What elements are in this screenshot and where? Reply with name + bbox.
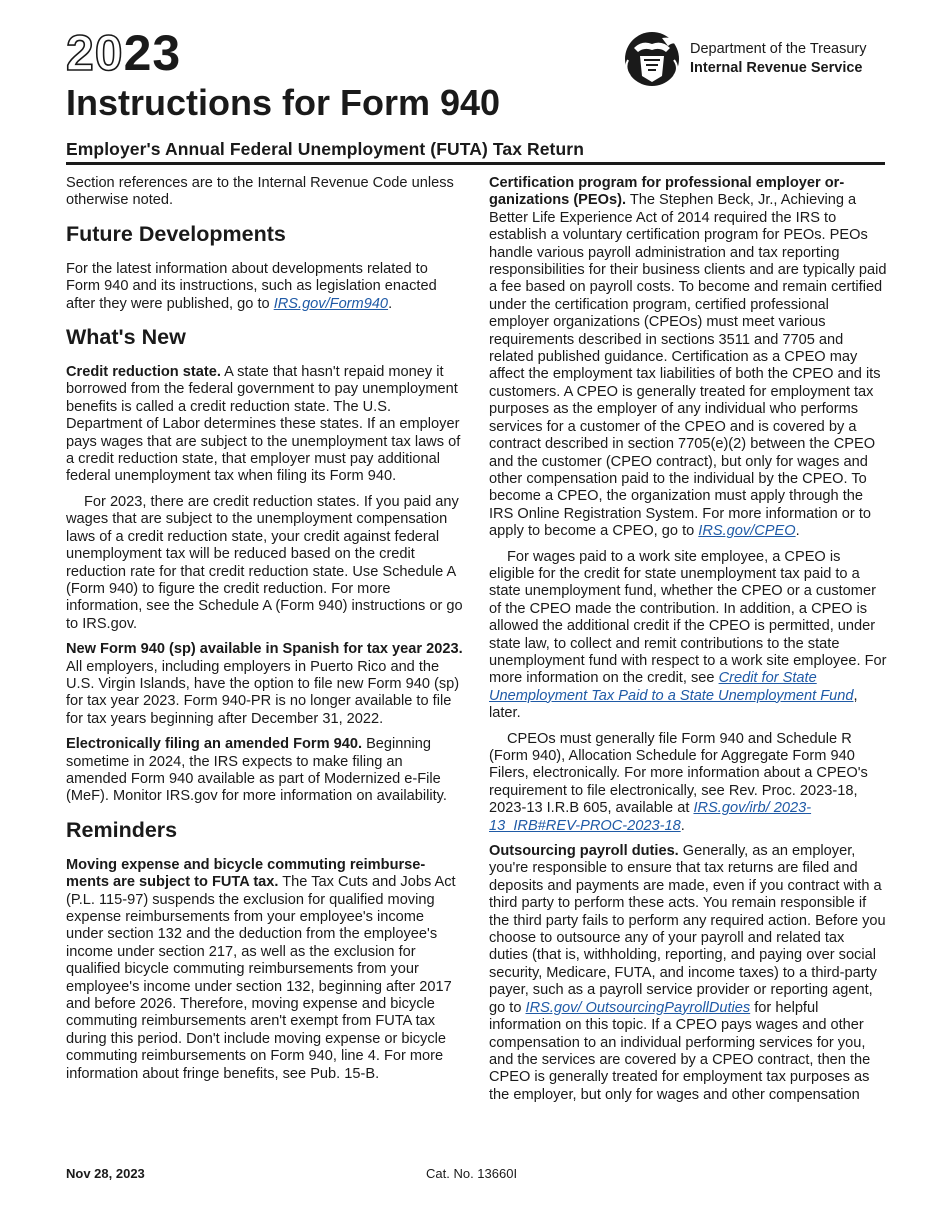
- irs-form940-link[interactable]: IRS.gov/Form940: [273, 295, 389, 312]
- catalog-number: Cat. No. 13660I: [426, 1166, 518, 1181]
- credit-reduction-paragraph: Credit reduction state. A state that hasn't repaid money it borrowed from the federal government to pay unemployment benefits is called a credit reduction state. The U.S. Department of Labor determines these states. If an employer pays wages that are subject to the unemployment tax laws of a credit reduction state, that employer must pay additional federal unemployment tax when filing its Form 940.: [66, 364, 461, 485]
- agency-irs: Internal Revenue Service: [690, 60, 863, 76]
- worksite-paragraph: For wages paid to a work site employee, a CPEO is eligible for the credit for state unemployment tax paid to a state unemployment fund, whether the CPEO or a customer of the CPEO made the contribution. In addition, a CPEO is allowed the additional credit if the CPEO is permitted, under state law, to collect and remit contributions to the state unemployment fund with respect to a work site employee. For more information on the credit, see Credit for State Unemployment Tax Paid to a State Unemployment Fund, later.: [489, 548, 887, 722]
- spanish-form-title: New Form 940 (sp) available in Spanish for tax year 2023.: [66, 641, 463, 658]
- moving-expense-title: Moving expense and bicycle commuting reimburse-ments are subject to FUTA tax.: [66, 856, 426, 891]
- header-divider: [66, 162, 885, 165]
- peo-title: Certification program for professional employer or-ganizations (PEOs).: [489, 175, 845, 209]
- efile-paragraph: Electronically filing an amended Form 940. Beginning sometime in 2024, the IRS expects to make filing an amended Form 940 available as part of Modernized e-File (MeF). Monitor IRS.gov for more information on availability.: [66, 736, 447, 805]
- credit-reduction-title: Credit reduction state.: [66, 364, 221, 381]
- form-year: [66, 26, 181, 80]
- page-title: Instructions for Form 940: [66, 82, 501, 123]
- moving-expense-paragraph: Moving expense and bicycle commuting reimburse-ments are subject to FUTA tax. The Tax Cuts and Jobs Act (P.L. 115-97) suspends the exclusion for qualified moving expense reimbursements from your employee's income under section 132 and the deduction from the employee's income under section 217, as well as the exclusion for qualified bicycle commuting reimbursements from your employee's income under section 132, beginning after 2017 and before 2026. Therefore, moving expense and bicycle commuting reimbursements aren't exempt from FUTA tax during this period. Don't include moving expense or bicycle commuting reimbursements on Form 940, line 4. For more information about fringe benefits, see Pub. 15-B.: [66, 856, 456, 1082]
- whats-new-heading: What's New: [66, 325, 186, 350]
- cpeo-filing-paragraph: CPEOs must generally file Form 940 and Schedule R (Form 940), Allocation Schedule for Aggregate Form 940 Filers, electronically. For more information about a CPEO's requirement to file electronically, see Rev. Proc. 2023-18, 2023-13 I.R.B 605, available at IRS.gov/irb/ 2023-13_IRB#REV-PROC-2023-18.: [489, 730, 868, 834]
- right-column: [489, 175, 887, 1112]
- peo-paragraph: Certification program for professional employer or-ganizations (PEOs). The Stephen Beck, Jr., Achieving a Better Life Experience Act of 2014 required the IRS to establish a voluntary certification program for PEOs. PEOs handle various payroll administration and tax reporting responsibilities for their business clients and are typically paid a fee based on payroll costs. To become and remain certified under the certification program, certified professional employer organizations (CPEOs) must meet various requirements described in sections 3511 and 7705 and related published guidance. Certification as a CPEO may affect the employment tax liabilities of both the CPEO and its customers. A CPEO is generally treated for employment tax purposes as the employer of any individual who performs services for a customer of the CPEO and is covered by a contract described in section 7705(e)(2) between the CPEO and the customer (CPEO contract), but only for wages and other compensation paid to the individual by the CPEO. To become a CPEO, the organization must apply through the IRS Online Registration System. For more information or to apply to become a CPEO, go to IRS.gov/CPEO.: [489, 175, 887, 540]
- agency-block: [622, 30, 867, 88]
- credit-2023-paragraph: For 2023, there are credit reduction states. If you paid any wages that are subject to the unemployment compensation laws of a credit reduction state, your credit against federal unemployment tax will be reduced based on the credit reduction rate for that credit reduction state. Use Schedule A (Form 940) to figure the credit reduction. For more information, see the Schedule A (Form 940) instructions or go to IRS.gov.: [66, 493, 463, 632]
- year-outline-digits: 20: [66, 25, 124, 81]
- rev-proc-link[interactable]: IRS.gov/irb/ 2023-13_IRB#REV-PROC-2023-18: [489, 800, 812, 834]
- future-developments-heading: Future Developments: [66, 221, 286, 246]
- irs-cpeo-link[interactable]: IRS.gov/CPEO: [698, 523, 796, 540]
- agency-department: Department of the Treasury: [690, 41, 867, 57]
- outsourcing-title: Outsourcing payroll duties.: [489, 843, 679, 860]
- irs-eagle-logo-icon: [622, 30, 686, 88]
- future-developments-paragraph: For the latest information about developments related to Form 940 and its instructions, such as legislation enacted after they were published, go to IRS.gov/Form940.: [66, 260, 437, 312]
- intro-paragraph: Section references are to the Internal Revenue Code unless otherwise noted.: [66, 175, 454, 209]
- revision-date: Nov 28, 2023: [66, 1166, 145, 1181]
- year-bold-digits: 23: [123, 25, 182, 81]
- page-subtitle: Employer's Annual Federal Unemployment (FUTA) Tax Return: [66, 139, 584, 159]
- spanish-form-paragraph: New Form 940 (sp) available in Spanish for tax year 2023. All employers, including employers in Puerto Rico and the U.S. Virgin Islands, have the option to file new Form 940 (sp) for tax year 2023. Form 940-PR is no longer available to file for tax years beginning after December 31, 2022.: [66, 641, 463, 727]
- reminders-heading: Reminders: [66, 817, 178, 842]
- efile-title: Electronically filing an amended Form 940.: [66, 736, 363, 753]
- left-column: [66, 175, 464, 1091]
- state-unemployment-credit-link[interactable]: Credit for State Unemployment Tax Paid to a State Unemployment Fund: [489, 670, 854, 704]
- outsourcing-paragraph: Outsourcing payroll duties. Generally, as an employer, you're responsible to ensure that tax returns are filed and deposits and payments are made, even if you contract with a third party to perform these acts. You remain responsible if the third party fails to perform any required action. Before you choose to outsource any of your payroll and related tax duties (that is, withholding, reporting, and paying over social security, Medicare, FUTA, and income taxes) to a third-party payer, such as a payroll service provider or reporting agent, go to IRS.gov/ OutsourcingPayrollDuties for helpful information on this topic. If a CPEO pays wages and other compensation to an individual performing services for you, and the services are covered by a CPEO contract, then the CPEO is generally treated for employment tax purposes as the employer, but only for wages and other compensation: [489, 843, 886, 1103]
- outsourcing-payroll-link[interactable]: IRS.gov/ OutsourcingPayrollDuties: [525, 999, 751, 1016]
